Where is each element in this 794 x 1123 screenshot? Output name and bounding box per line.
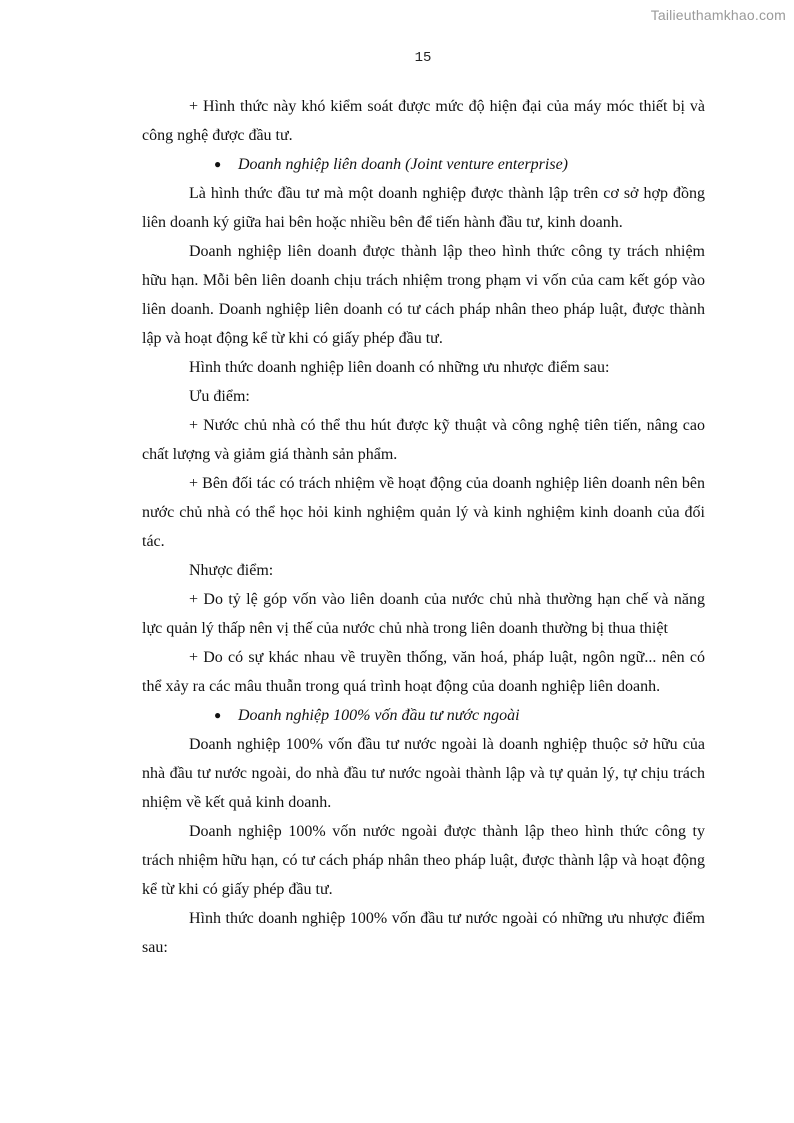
bullet-heading-foreign-owned: [142, 701, 705, 730]
paragraph: + Do tỷ lệ góp vốn vào liên doanh của nước chủ nhà thường hạn chế và năng lực quản lý thấp nên vị thế của nước chủ nhà trong liên doanh thường bị thua thiệt: [142, 591, 705, 637]
paragraph: Là hình thức đầu tư mà một doanh nghiệp được thành lập trên cơ sở hợp đồng liên doanh ký giữa hai bên hoặc nhiều bên để tiến hành đầu tư, kinh doanh.: [142, 185, 705, 231]
paragraph: Doanh nghiệp 100% vốn nước ngoài được thành lập theo hình thức công ty trách nhiệm hữu hạn, có tư cách pháp nhân theo pháp luật, được thành lập và hoạt động kể từ khi có giấy phép đầu tư.: [142, 823, 705, 898]
paragraph: + Bên đối tác có trách nhiệm về hoạt động của doanh nghiệp liên doanh nên bên nước chủ nhà có thể học hỏi kinh nghiệm quản lý và kinh nghiệm kinh doanh của đối tác.: [142, 475, 705, 550]
bullet-icon: ●: [214, 157, 222, 171]
paragraph: Hình thức doanh nghiệp liên doanh có những ưu nhược điểm sau:: [189, 359, 610, 376]
document-body: [142, 92, 705, 962]
page-number: 15: [414, 50, 432, 66]
bullet-heading-joint-venture: [142, 150, 705, 179]
paragraph: Hình thức doanh nghiệp 100% vốn đầu tư nước ngoài có những ưu nhược điểm sau:: [142, 910, 705, 956]
watermark-text: Tailieuthamkhao.com: [650, 7, 786, 23]
paragraph: + Nước chủ nhà có thể thu hút được kỹ thuật và công nghệ tiên tiến, nâng cao chất lượng và giảm giá thành sản phẩm.: [142, 417, 705, 463]
bullet-heading-text: Doanh nghiệp liên doanh (Joint venture enterprise): [238, 156, 568, 173]
paragraph: Doanh nghiệp 100% vốn đầu tư nước ngoài là doanh nghiệp thuộc sở hữu của nhà đầu tư nước ngoài, do nhà đầu tư nước ngoài thành lập và tự quản lý, tự chịu trách nhiệm về kết quả kinh doanh.: [142, 736, 705, 811]
paragraph: + Hình thức này khó kiểm soát được mức độ hiện đại của máy móc thiết bị và công nghệ được đầu tư.: [142, 98, 705, 144]
paragraph-disadvantages-label: Nhược điểm:: [189, 562, 274, 579]
bullet-icon: ●: [214, 708, 222, 722]
paragraph: + Do có sự khác nhau về truyền thống, văn hoá, pháp luật, ngôn ngữ... nên có thể xảy ra các mâu thuẫn trong quá trình hoạt động của doanh nghiệp liên doanh.: [142, 649, 705, 695]
paragraph: Doanh nghiệp liên doanh được thành lập theo hình thức công ty trách nhiệm hữu hạn. Mỗi bên liên doanh chịu trách nhiệm trong phạm vi vốn của cam kết góp vào liên doanh. Doanh nghiệp liên doanh có tư cách pháp nhân theo pháp luật, được thành lập và hoạt động kể từ khi có giấy phép đầu tư.: [142, 243, 705, 347]
paragraph-advantages-label: Ưu điểm:: [189, 388, 250, 405]
bullet-heading-text: Doanh nghiệp 100% vốn đầu tư nước ngoài: [238, 707, 520, 724]
